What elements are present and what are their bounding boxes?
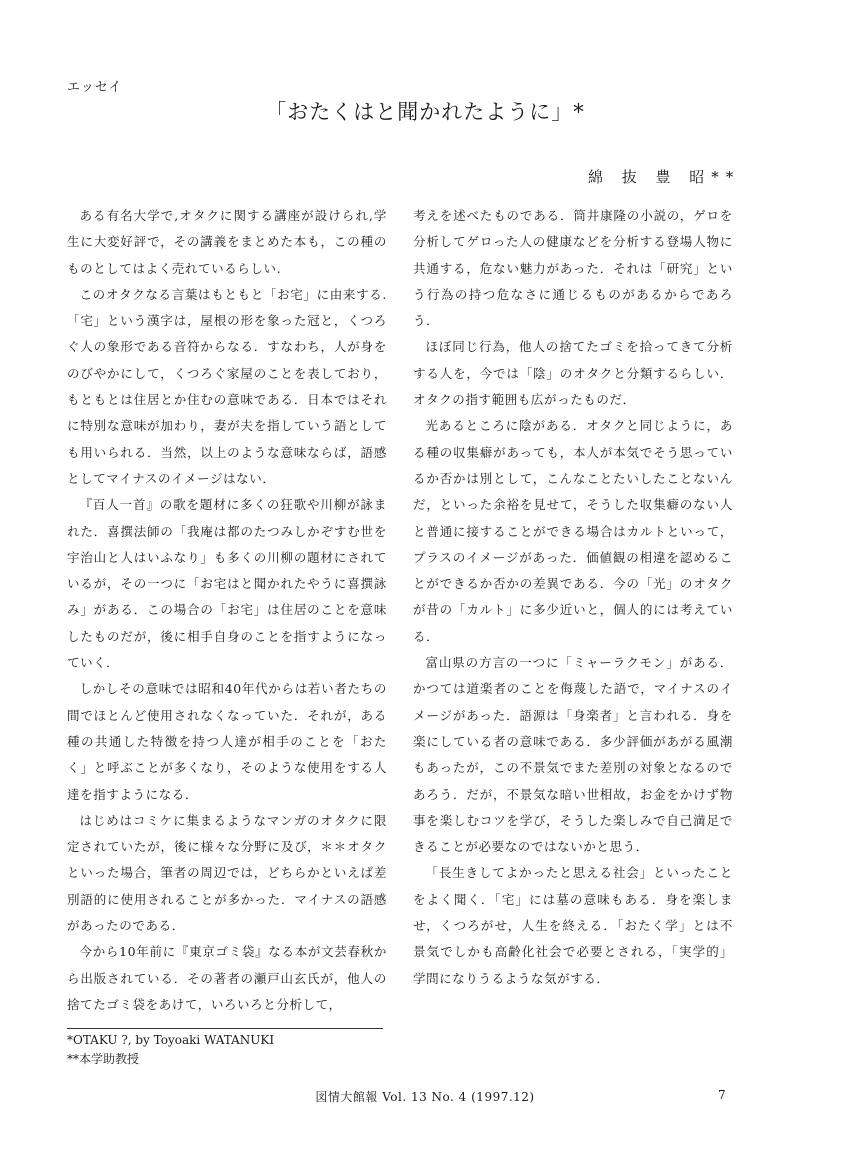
journal-citation: 図情大館報 Vol. 13 No. 4 (1997.12) — [315, 1090, 535, 1104]
right-column — [413, 203, 733, 992]
paragraph: 今から10年前に『東京ゴミ袋』なる本が文芸春秋から出版されている．その著者の瀬戸山玄氏が，他人の捨てたゴミ袋をあけて，いろいろと分析して， — [67, 944, 387, 1012]
page-number: 7 — [718, 1088, 726, 1102]
footnote-rule — [67, 1028, 383, 1029]
paragraph: ほぼ同じ行為，他人の捨てたゴミを拾ってきて分析する人を，今では「陰」のオタクと分類するらしい．オタクの指す範囲も広がったものだ． — [413, 339, 733, 408]
article-title: 「おたくはと聞かれたように」* — [265, 100, 585, 124]
paragraph: しかしその意味では昭和40年代からは若い者たちの間でほとんど使用されなくなっていた．それが，ある種の共通した特徴を持つ人達が相手のことを「おたく」と呼ぶことが多くなり，そのような使用をする人達を指すようになる． — [67, 681, 387, 802]
paragraph: このオタクなる言葉はもともと「お宅」に由来する.「宅」という漢字は，屋根の形を象った冠と，くつろぐ人の象形である音符からなる．すなわち，人が身をのびやかにして，くつろぐ家屋のことを表しており，もともとは住居とか住むの意味である．日本ではそれに特別な意味が加わり，妻が夫を指していう語としても用いられる．当然，以上のような意味ならば，語感としてマイナスのイメージはない． — [67, 286, 387, 486]
paragraph: ある有名大学で,オタクに関する講座が設けられ,学生に大変好評で，その講義をまとめた本も，この種のものとしてはよく売れているらしい. — [67, 208, 387, 276]
paragraph: はじめはコミケに集まるようなマンガのオタクに限定されていたが，後に様々な分野に及び，＊＊オタクといった場合，筆者の周辺では，どちらかといえば差別語的に使用されることが多かった．マイナスの語感があったのである． — [67, 812, 387, 934]
paragraph: 考えを述べたものである．筒井康隆の小説の，ゲロを分析してゲロった人の健康などを分析する登場人物に共通する，危ない魅力があった．それは「研究」という行為の持つ危なさに通じるものがあるからであろう． — [413, 208, 733, 329]
paragraph: 富山県の方言の一つに「ミャーラクモン」がある．かつては道楽者のことを侮蔑した語で，マイナスのイメージがあった．語源は「身楽者」と言われる．身を楽にしている者の意味である．多少評価があがる風潮もあったが，この不景気でまた差別の対象となるのであろう．だが，不景気な暗い世相故，お金をかけず物事を楽しむコツを学び，そうした楽しみで自己満足できることが必要なのではないかと思う． — [413, 655, 733, 855]
footnote-title: *OTAKU ?, by Toyoaki WATANUKI — [67, 1033, 275, 1047]
author-name: 綿 抜 豊 昭** — [588, 168, 741, 186]
paragraph: 「長生きしてよかったと思える社会」といったことをよく聞く．「宅」には墓の意味もある．身を楽しませ，くつろがせ，人生を終える．「おたく学」とは不景気でしかも高齢化社会で必要とされる，「実学的」学問になりうるような気がする． — [413, 865, 733, 986]
left-column — [67, 203, 387, 1018]
section-label: エッセイ — [67, 80, 123, 95]
paragraph: 光あるところに陰がある．オタクと同じように，ある種の収集癖があっても，本人が本気でそう思っているか否かは別として，こんなことたいしたことないんだ，といった余裕を見せて，そうした収集癖のない人と普通に接することができる場合はカルトといって，プラスのイメージがあった．価値観の相違を認めることができるか否かの差異である．今の「光」のオタクが昔の「カルト」に多少近いと，個人的には考えている． — [413, 418, 733, 644]
footnote-author: **本学助教授 — [67, 1052, 140, 1066]
paragraph: 『百人一首』の歌を題材に多くの狂歌や川柳が詠まれた．喜撰法師の「我庵は都のたつみしかぞすむ世を宇治山と人はいふなり」も多くの川柳の題材にされているが，その一つに「お宅はと聞かれたやうに喜撰詠み」がある．この場合の「お宅」は住居のことを意味したものだが，後に相手自身のことを指すようになっていく． — [67, 497, 387, 671]
